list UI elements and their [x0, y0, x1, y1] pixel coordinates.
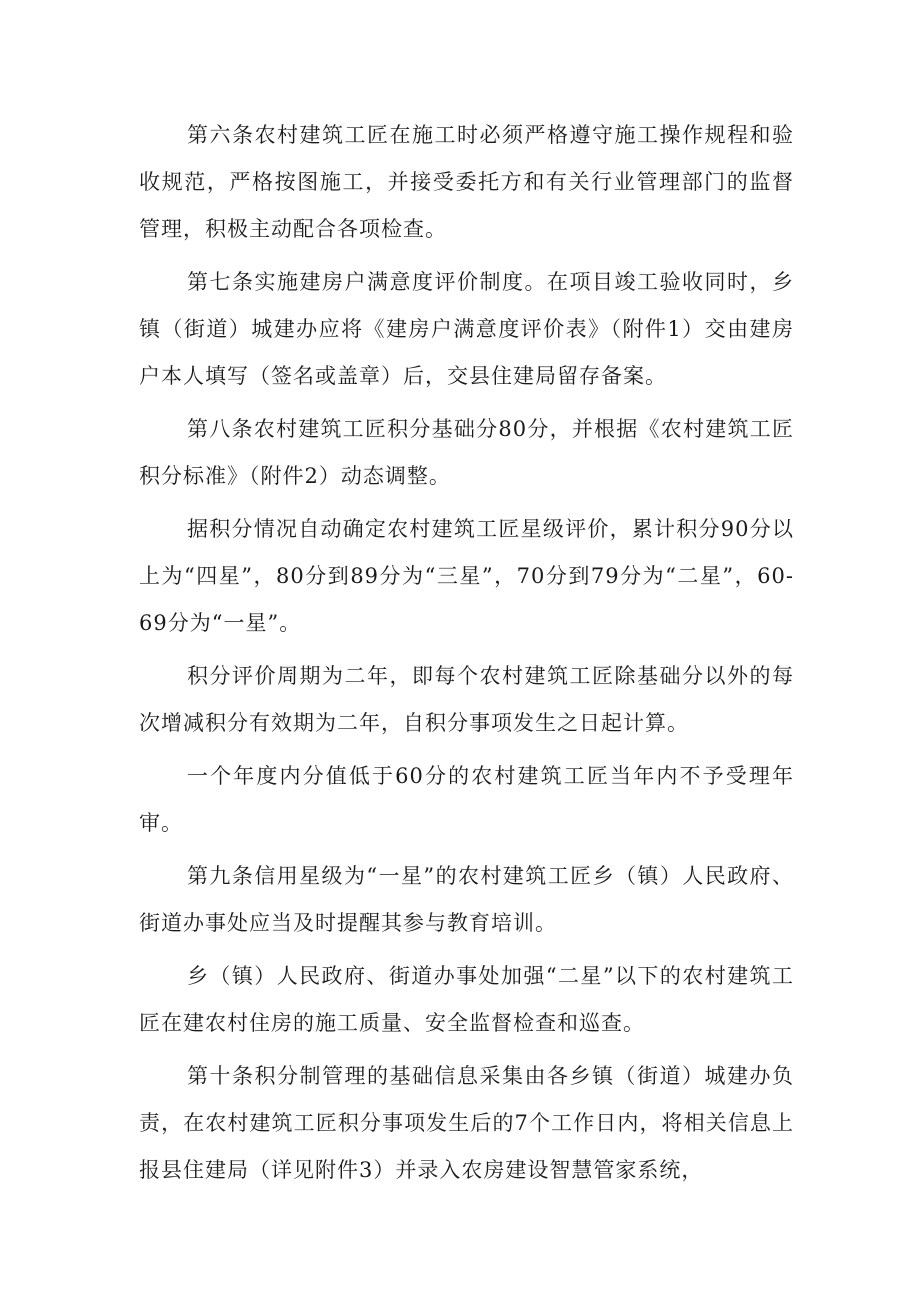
article-7-paragraph: 第七条实施建房户满意度评价制度。在项目竣工验收同时，乡镇（街道）城建办应将《建房户满意度评价表》（附件1）交由建房户本人填写（签名或盖章）后，交县住建局留存备案。	[139, 270, 794, 388]
document-body	[139, 112, 794, 1200]
article-6-paragraph: 第六条农村建筑工匠在施工时必须严格遵守施工操作规程和验收规范，严格按图施工，并接受委托方和有关行业管理部门的监督管理，积极主动配合各项检查。	[139, 123, 794, 241]
article-9-paragraph: 第九条信用星级为“一星”的农村建筑工匠乡（镇）人民政府、街道办事处应当及时提醒其参与教育培训。	[139, 864, 794, 935]
evaluation-period-paragraph: 积分评价周期为二年，即每个农村建筑工匠除基础分以外的每次增减积分有效期为二年，自积分事项发生之日起计算。	[139, 664, 794, 735]
supervision-paragraph: 乡（镇）人民政府、街道办事处加强“二星”以下的农村建筑工匠在建农村住房的施工质量、安全监督检查和巡查。	[139, 964, 794, 1035]
article-8-paragraph: 第八条农村建筑工匠积分基础分80分，并根据《农村建筑工匠积分标准》（附件2）动态调整。	[139, 417, 794, 488]
star-rating-paragraph: 据积分情况自动确定农村建筑工匠星级评价，累计积分90分以上为“四星”，80分到89分为“三星”，70分到79分为“二星”，60-69分为“一星”。	[139, 517, 794, 635]
annual-review-paragraph: 一个年度内分值低于60分的农村建筑工匠当年内不予受理年审。	[139, 764, 794, 835]
article-10-paragraph: 第十条积分制管理的基础信息采集由各乡镇（街道）城建办负责，在农村建筑工匠积分事项发生后的7个工作日内，将相关信息上报县住建局（详见附件3）并录入农房建设智慧管家系统，	[139, 1064, 794, 1182]
